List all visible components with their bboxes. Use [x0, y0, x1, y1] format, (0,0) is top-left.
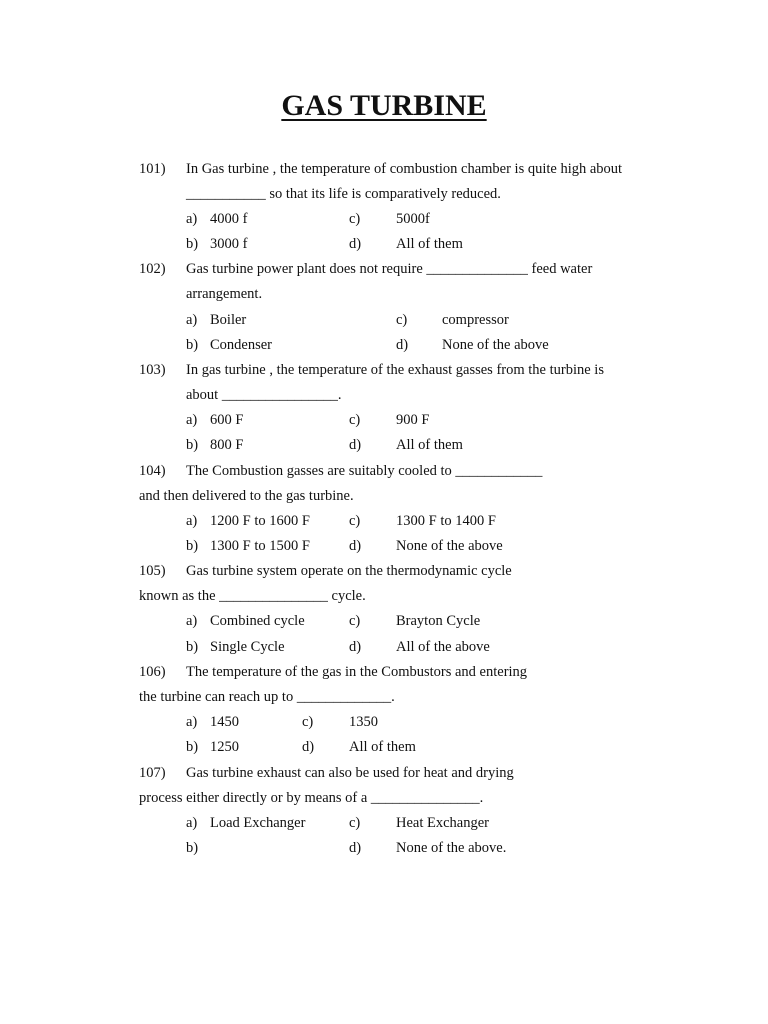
- option-b-letter: b): [186, 639, 199, 655]
- question-continuation: and then delivered to the gas turbine.: [139, 488, 354, 504]
- option-a-text: Load Exchanger: [210, 815, 306, 831]
- option-d-text: None of the above: [442, 337, 549, 353]
- option-c-letter: c): [349, 613, 361, 629]
- option-d-letter: d): [349, 437, 362, 453]
- option-d-text: None of the above: [396, 538, 503, 554]
- option-d-letter: d): [349, 840, 362, 856]
- option-a-text: Boiler: [210, 312, 247, 328]
- question-number: 102): [139, 261, 166, 277]
- option-d-letter: d): [349, 639, 362, 655]
- question-continuation: known as the _______________ cycle.: [139, 588, 366, 604]
- option-c-text: 5000f: [396, 211, 430, 227]
- page-title-text: GAS TURBINE: [281, 89, 487, 122]
- option-b-letter: b): [186, 337, 199, 353]
- option-d-text: All of them: [396, 437, 463, 453]
- option-c-text: Heat Exchanger: [396, 815, 489, 831]
- option-b-text: 800 F: [210, 437, 244, 453]
- option-a-text: 1200 F to 1600 F: [210, 513, 310, 529]
- option-a-letter: a): [186, 412, 198, 428]
- question-text: The Combustion gasses are suitably cooled to ____________: [186, 463, 543, 479]
- question-text: Gas turbine system operate on the thermodynamic cycle: [186, 563, 512, 579]
- option-b-text: Condenser: [210, 337, 273, 353]
- option-b-text: 1250: [210, 739, 239, 755]
- option-d-text: All of them: [396, 236, 463, 252]
- page-title: [0, 86, 768, 126]
- question-number: 106): [139, 664, 166, 680]
- option-c-letter: c): [349, 513, 361, 529]
- option-c-text: Brayton Cycle: [396, 613, 481, 629]
- question-number: 103): [139, 362, 166, 378]
- option-d-text: None of the above.: [396, 840, 507, 856]
- option-c-letter: c): [349, 815, 361, 831]
- option-a-text: 600 F: [210, 412, 244, 428]
- option-c-letter: c): [396, 312, 408, 328]
- option-c-text: 900 F: [396, 412, 430, 428]
- option-a-letter: a): [186, 714, 198, 730]
- option-c-text: 1300 F to 1400 F: [396, 513, 496, 529]
- option-c-text: 1350: [349, 714, 378, 730]
- option-b-text: 1300 F to 1500 F: [210, 538, 310, 554]
- option-a-text: 1450: [210, 714, 239, 730]
- option-a-letter: a): [186, 211, 198, 227]
- option-c-letter: c): [302, 714, 314, 730]
- option-d-letter: d): [302, 739, 315, 755]
- question-continuation: arrangement.: [186, 286, 263, 302]
- question-continuation: the turbine can reach up to _____________.: [139, 689, 395, 705]
- question-text: The temperature of the gas in the Combustors and entering: [186, 664, 528, 680]
- option-a-text: 4000 f: [210, 211, 248, 227]
- option-d-letter: d): [396, 337, 409, 353]
- question-text: Gas turbine exhaust can also be used for heat and drying: [186, 765, 514, 781]
- question-number: 104): [139, 463, 166, 479]
- question-number: 107): [139, 765, 166, 781]
- option-a-letter: a): [186, 613, 198, 629]
- question-number: 101): [139, 161, 166, 177]
- option-a-letter: a): [186, 312, 198, 328]
- option-b-text: 3000 f: [210, 236, 248, 252]
- question-text: In gas turbine , the temperature of the exhaust gasses from the turbine is: [186, 362, 604, 378]
- option-a-letter: a): [186, 815, 198, 831]
- question-text: Gas turbine power plant does not require ______________ feed water: [186, 261, 593, 277]
- option-c-text: compressor: [442, 312, 509, 328]
- option-d-text: All of them: [349, 739, 416, 755]
- option-a-letter: a): [186, 513, 198, 529]
- option-d-letter: d): [349, 538, 362, 554]
- question-text: In Gas turbine , the temperature of combustion chamber is quite high about: [186, 161, 623, 177]
- question-continuation: ___________ so that its life is comparatively reduced.: [186, 186, 501, 202]
- option-b-letter: b): [186, 739, 199, 755]
- option-c-letter: c): [349, 211, 361, 227]
- question-continuation: process either directly or by means of a _______________.: [139, 790, 484, 806]
- option-b-letter: b): [186, 840, 199, 856]
- option-d-letter: d): [349, 236, 362, 252]
- question-continuation: about ________________.: [186, 387, 342, 403]
- option-b-letter: b): [186, 538, 199, 554]
- question-number: 105): [139, 563, 166, 579]
- option-a-text: Combined cycle: [210, 613, 305, 629]
- option-b-text: Single Cycle: [210, 639, 285, 655]
- option-b-letter: b): [186, 236, 199, 252]
- option-d-text: All of the above: [396, 639, 490, 655]
- option-b-letter: b): [186, 437, 199, 453]
- option-c-letter: c): [349, 412, 361, 428]
